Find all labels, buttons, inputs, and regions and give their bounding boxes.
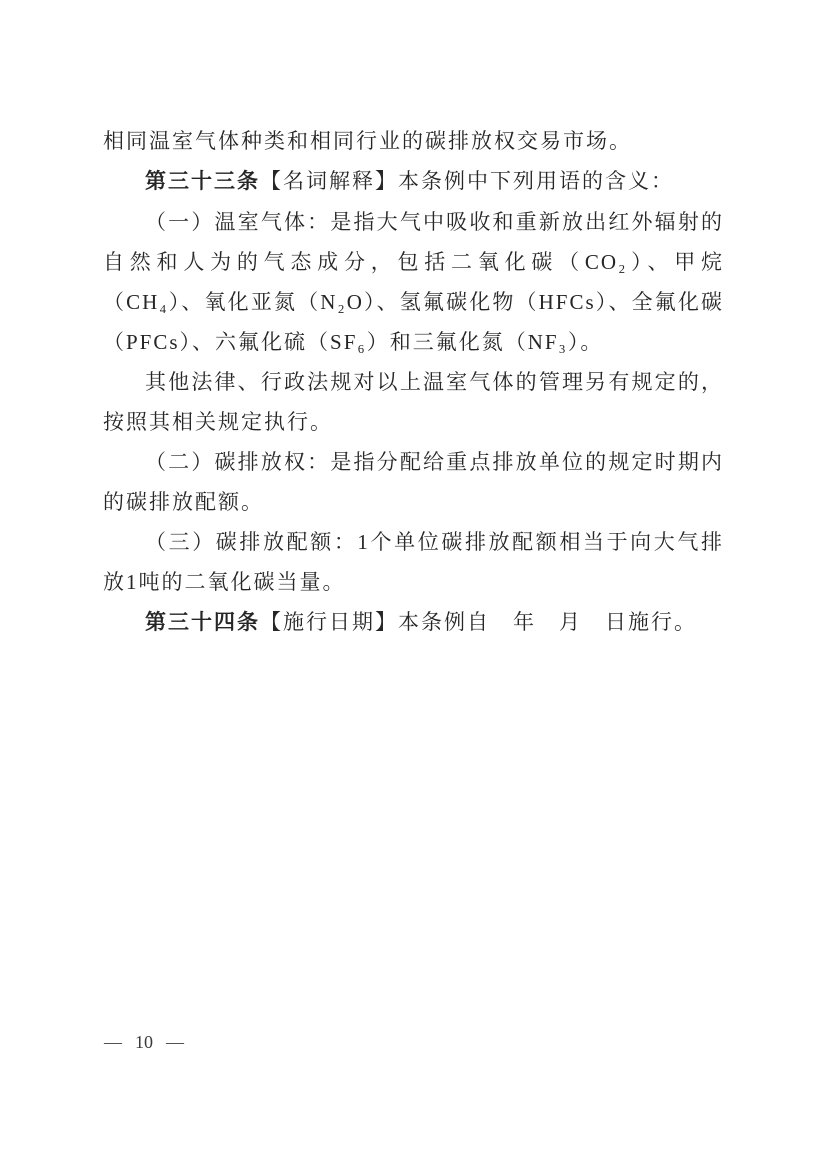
paragraph (103, 602, 724, 643)
paragraph (103, 161, 724, 202)
article-number: 第三十三条 (145, 170, 260, 193)
text-run: 本条例自 年 月 日施行。 (398, 610, 697, 634)
document-body (103, 121, 724, 643)
text-run: （二）碳排放权：是指分配给重点排放单位的规定时期内的碳排放配额。 (103, 450, 724, 514)
text-run: 【施行日期】 (260, 610, 398, 634)
text-run: （三）碳排放配额：1个单位碳排放配额相当于向大气排放1吨的二氧化碳当量。 (103, 530, 724, 594)
text-run: （一）温室气体：是指大气中吸收和重新放出红外辐射的自然和人为的气态成分，包括二氧化碳（CO₂）、甲烷（CH₄）、氧化亚氮（N₂O）、氢氟碳化物（HFCs）、全氟化碳（PFCs）、六氟化硫（SF₆）和三氟化氮（NF₃）。 (103, 210, 724, 354)
footer-right-dash: — (166, 1032, 184, 1052)
text-run: 其他法律、行政法规对以上温室气体的管理另有规定的，按照其相关规定执行。 (103, 370, 724, 434)
text-run: 【名词解释】 (260, 169, 398, 193)
paragraph (103, 121, 724, 161)
page-number: 10 (135, 1032, 153, 1052)
article-number: 第三十四条 (145, 611, 260, 634)
paragraph (103, 362, 724, 442)
paragraph (103, 442, 724, 522)
paragraph (103, 202, 724, 362)
text-run: 本条例中下列用语的含义： (398, 169, 674, 193)
paragraph (103, 522, 724, 602)
footer-left-dash: — (104, 1032, 122, 1052)
page-footer (104, 1030, 184, 1054)
text-run: 相同温室气体种类和相同行业的碳排放权交易市场。 (103, 129, 632, 153)
